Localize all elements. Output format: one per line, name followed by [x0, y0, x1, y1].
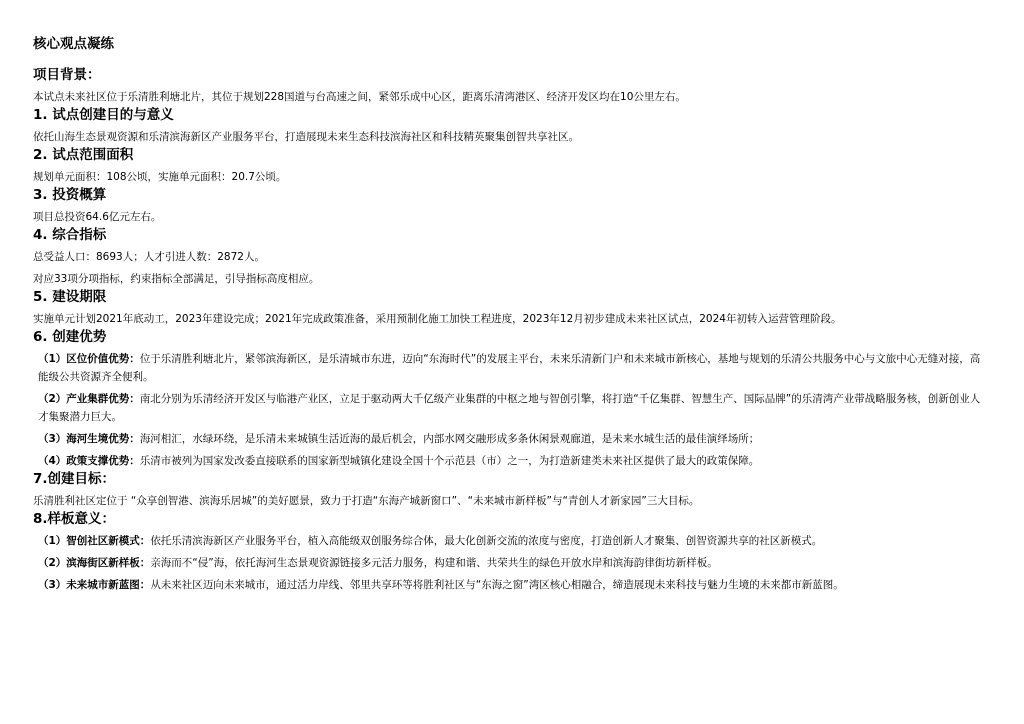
schedule-heading: 5. 建设期限	[33, 289, 107, 305]
purpose-heading: 1. 试点创建目的与意义	[33, 107, 174, 123]
budget-heading: 3. 投资概算	[33, 187, 107, 203]
indicators-line-1: 总受益人口：8693人；人才引进人数：2872人。	[33, 251, 265, 263]
budget-text: 项目总投资64.6亿元左右。	[33, 211, 162, 223]
advantage-item-ecology	[33, 430, 993, 448]
advantages-heading: 6. 创建优势	[33, 329, 107, 345]
significance-text: 亲海而不“侵”海，依托海河生态景观资源链接多元活力服务，构建和谐、共荣共生的绿色开放水岸和滨海韵律街坊新样板。	[150, 557, 718, 569]
significance-label: （1）智创社区新模式：	[38, 535, 151, 547]
advantage-item-policy	[33, 452, 993, 470]
area-heading: 2. 试点范围面积	[33, 147, 134, 163]
background-heading: 项目背景：	[33, 67, 101, 83]
advantage-label: （1）区位价值优势：	[38, 353, 140, 365]
goals-text: 乐清胜利社区定位于 “众享创智港、滨海乐居城”的美好愿景，致力于打造“东海产城新窗口”、“未来城市新样板”与“青创人才新家园”三大目标。	[33, 495, 700, 507]
advantage-label: （4）政策支撑优势：	[38, 455, 140, 467]
purpose-text: 依托山海生态景观资源和乐清滨海新区产业服务平台，打造展现未来生态科技滨海社区和科技精英聚集创智共享社区。	[33, 131, 579, 143]
document-content	[33, 66, 993, 594]
advantage-text: 海河相汇，水绿环绕，是乐清未来城镇生活近海的最后机会，内部水网交融形成多条休闲景观廊道，是未来水城生活的最佳演绎场所；	[139, 433, 760, 445]
significance-label: （3）未来城市新蓝图：	[38, 579, 151, 591]
advantage-label: （2）产业集群优势：	[38, 393, 140, 405]
area-text: 规划单元面积：108公顷，实施单元面积：20.7公顷。	[33, 171, 287, 183]
advantage-text: 乐清市被列为国家发改委直接联系的国家新型城镇化建设全国十个示范县（市）之一，为打造新建类未来社区提供了最大的政策保障。	[139, 455, 760, 467]
advantage-text: 南北分别为乐清经济开发区与临港产业区，立足于驱动两大千亿级产业集群的中枢之地与智创引擎，将打造“千亿集群、智慧生产、国际品牌”的乐清湾产业带战略服务核，创新创业人才集聚潜力巨大。	[38, 393, 981, 423]
document-title: 核心观点凝练	[33, 36, 114, 52]
goals-heading: 7.创建目标：	[33, 471, 116, 487]
advantage-label: （3）海河生境优势：	[38, 433, 140, 445]
significance-item-future-city	[33, 576, 993, 594]
significance-label: （2）滨海街区新样板：	[38, 557, 151, 569]
advantage-text: 位于乐清胜利塘北片，紧邻滨海新区，是乐清城市东进，迈向“东海时代”的发展主平台，未来乐清新门户和未来城市新核心，基地与规划的乐清公共服务中心与文旅中心无缝对接，高能级公共资源齐全便利。	[38, 353, 981, 383]
background-text: 本试点未来社区位于乐清胜利塘北片，其位于规划228国道与台高速之间，紧邻乐成中心区，距离乐清湾港区、经济开发区均在10公里左右。	[33, 91, 686, 103]
significance-text: 从未来社区迈向未来城市，通过活力岸线、邻里共享环等将胜利社区与“东海之窗”湾区核心相融合，缔造展现未来科技与魅力生境的未来都市新蓝图。	[150, 579, 844, 591]
significance-item-waterfront	[33, 554, 993, 572]
indicators-heading: 4. 综合指标	[33, 227, 107, 243]
significance-text: 依托乐清滨海新区产业服务平台，植入高能级双创服务综合体，最大化创新交流的浓度与密度，打造创新人才聚集、创智资源共享的社区新模式。	[150, 535, 823, 547]
indicators-line-2: 对应33项分项指标，约束指标全部满足，引导指标高度相应。	[33, 273, 320, 285]
schedule-text: 实施单元计划2021年底动工，2023年建设完成；2021年完成政策准备，采用预制化施工加快工程进度，2023年12月初步建成未来社区试点，2024年初转入运营管理阶段。	[33, 313, 842, 325]
significance-item-innovation	[33, 532, 993, 550]
advantage-item-industry	[33, 390, 988, 426]
significance-heading: 8.样板意义：	[33, 511, 116, 527]
advantage-item-location	[33, 350, 988, 386]
